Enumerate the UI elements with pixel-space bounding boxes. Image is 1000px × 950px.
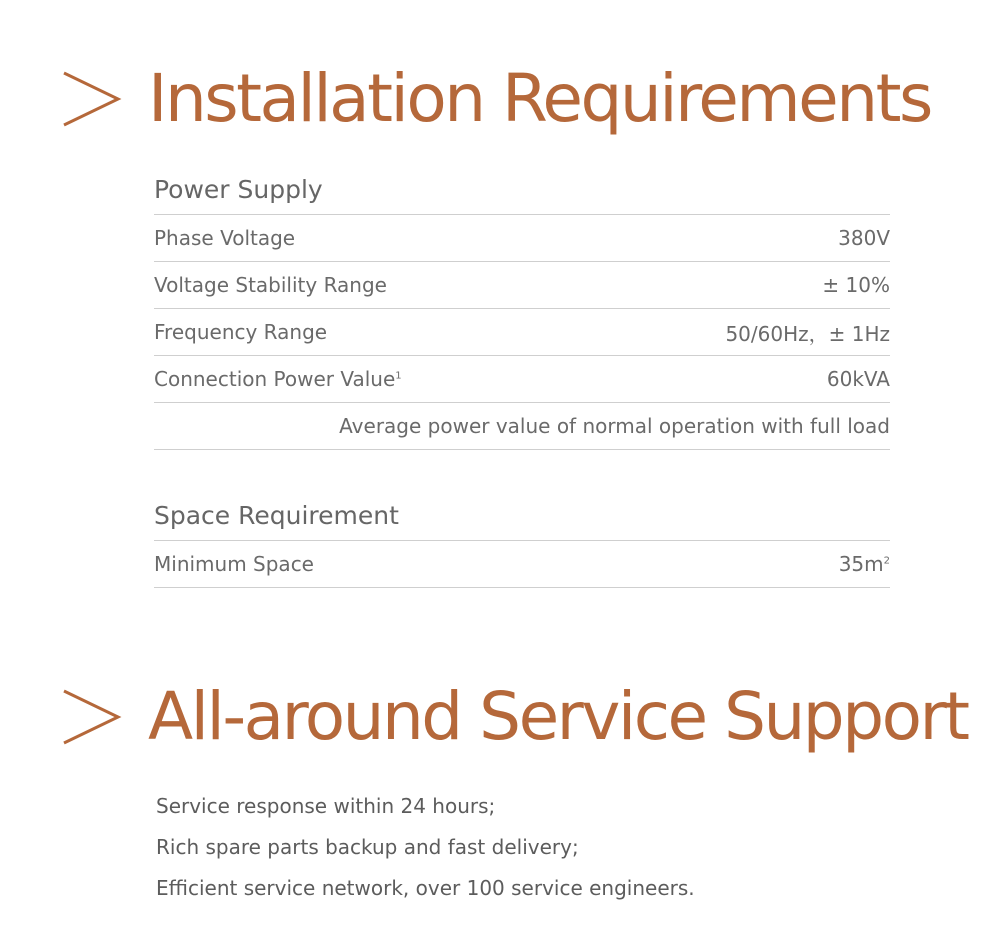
row-label: Frequency Range: [154, 320, 328, 344]
service-list: [156, 786, 695, 909]
footnote-row: [154, 403, 890, 450]
row-value: 50/60Hz，± 1Hz: [725, 321, 890, 346]
list-item: Service response within 24 hours;: [156, 794, 496, 818]
service-title: All-around Service Support: [148, 678, 968, 755]
footnote-text: Average power value of normal operation with full load: [339, 414, 890, 438]
row-label: Voltage Stability Range: [154, 273, 387, 297]
table-row: [154, 541, 890, 588]
power-supply-table: [154, 168, 890, 450]
table-row: [154, 309, 890, 356]
row-label: Phase Voltage: [154, 226, 296, 250]
row-label-with-footnote: [154, 367, 402, 391]
service-header: [60, 678, 968, 755]
installation-title: Installation Requirements: [148, 60, 931, 137]
space-requirement-title: Space Requirement: [154, 494, 890, 541]
space-requirement-table: [154, 494, 890, 588]
chevron-right-icon: [60, 685, 124, 749]
row-label: Minimum Space: [154, 552, 314, 576]
row-value: 60kVA: [826, 367, 890, 391]
row-label: Connection Power Value: [154, 367, 396, 391]
table-row: [154, 262, 890, 309]
table-row: [154, 215, 890, 262]
chevron-right-icon: [60, 67, 124, 131]
row-value: 35m: [838, 552, 884, 576]
row-value: 380V: [838, 226, 890, 250]
row-value: ± 10%: [822, 273, 890, 297]
installation-header: [60, 60, 931, 137]
row-value-with-unit: [839, 552, 890, 576]
list-item: Rich spare parts backup and fast delivery;: [156, 835, 579, 859]
unit-superscript: 2: [883, 555, 890, 567]
list-item: Efficient service network, over 100 service engineers.: [156, 876, 695, 900]
footnote-mark: 1: [395, 370, 402, 382]
power-supply-title: Power Supply: [154, 168, 890, 215]
table-row: [154, 356, 890, 403]
